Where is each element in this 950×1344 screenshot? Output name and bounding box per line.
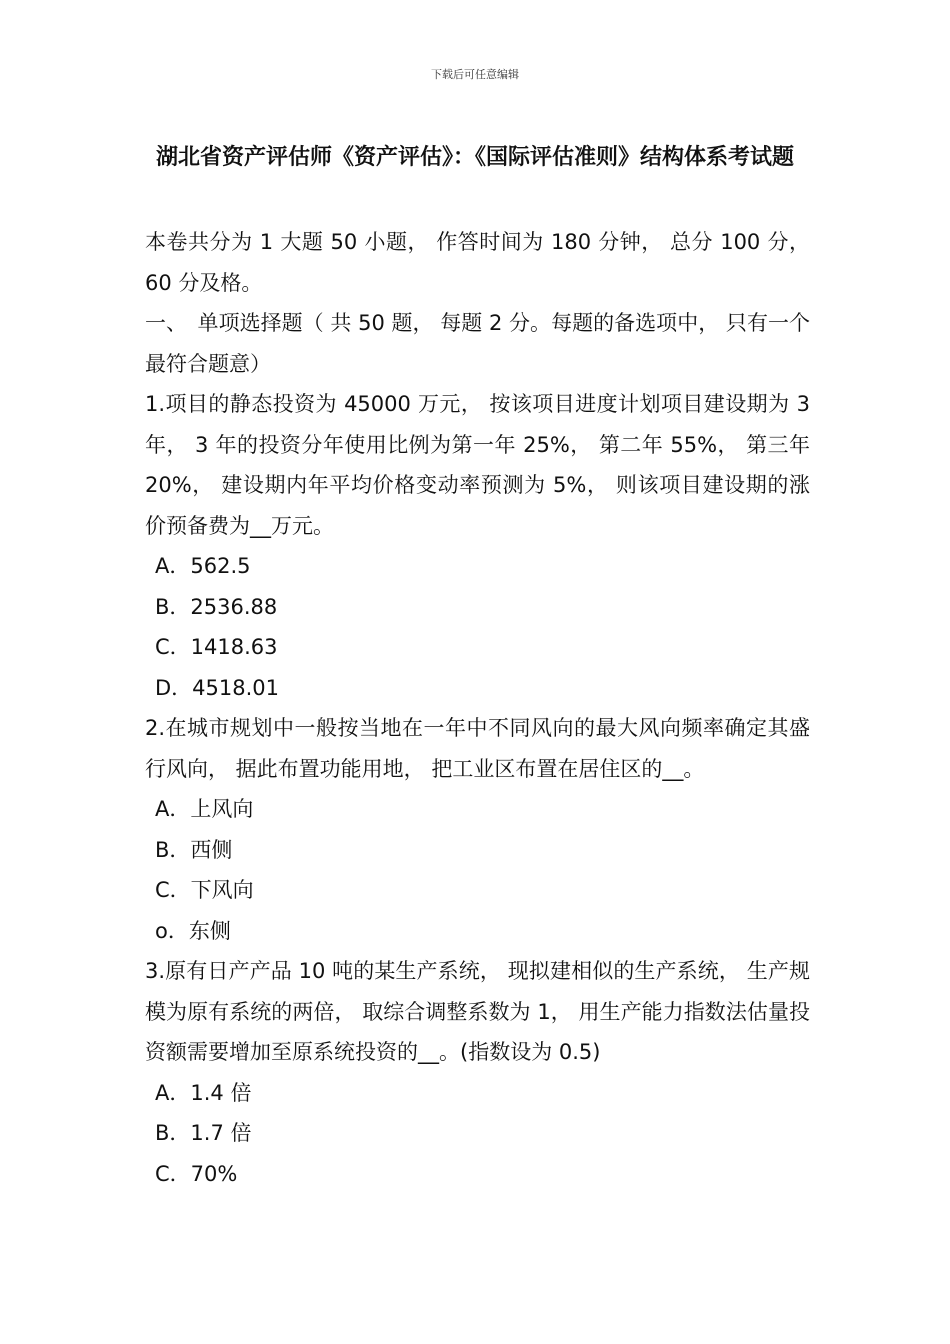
question-1-option-b: B．2536.88	[155, 594, 278, 619]
question-2-option-a: A．上风向	[155, 797, 254, 821]
exam-intro: 本卷共分为 1 大题 50 小题， 作答时间为 180 分钟， 总分 100 分， 60 分及格。	[145, 230, 810, 295]
question-2-option-c: C．下风向	[155, 878, 254, 902]
question-3-text: 3.原有日产产品 10 吨的某生产系统， 现拟建相似的生产系统， 生产规模为原有系统的两倍， 取综合调整系数为 1， 用生产能力指数法估量投资额需要增加至原系统投资的__。(指数设为 0.5)	[145, 959, 810, 1064]
question-2-option-b: B．西侧	[155, 837, 233, 862]
question-2-text: 2.在城市规划中一般按当地在一年中不同风向的最大风向频率确定其盛行风向， 据此布置功能用地， 把工业区布置在居住区的__。	[145, 716, 810, 781]
question-1-option-d: D．4518.01	[155, 675, 280, 700]
question-1-option-a: A．562.5	[155, 554, 251, 578]
question-1-text: 1.项目的静态投资为 45000 万元， 按该项目进度计划项目建设期为 3 年， 3 年的投资分年使用比例为第一年 25%， 第二年 55%， 第三年 20%， 建设期内年平均价格变动率预测为 5%， 则该项目建设期的涨价预备费为__万元。	[145, 392, 810, 538]
question-1-option-c: C．1418.63	[155, 635, 278, 659]
document-body	[145, 222, 810, 1194]
page-title: 湖北省资产评估师《资产评估》：《国际评估准则》结构体系考试题	[155, 145, 794, 170]
header-note: 下载后可任意编辑	[431, 68, 519, 81]
question-3-option-c: C．70%	[155, 1161, 238, 1186]
question-2-option-d: o．东侧	[155, 918, 231, 943]
question-3-option-b: B．1.7 倍	[155, 1121, 252, 1145]
section-heading: 一、 单项选择题（ 共 50 题， 每题 2 分。每题的备选项中， 只有一个最符合题意）	[145, 311, 810, 376]
question-3-option-a: A．1.4 倍	[155, 1080, 252, 1105]
